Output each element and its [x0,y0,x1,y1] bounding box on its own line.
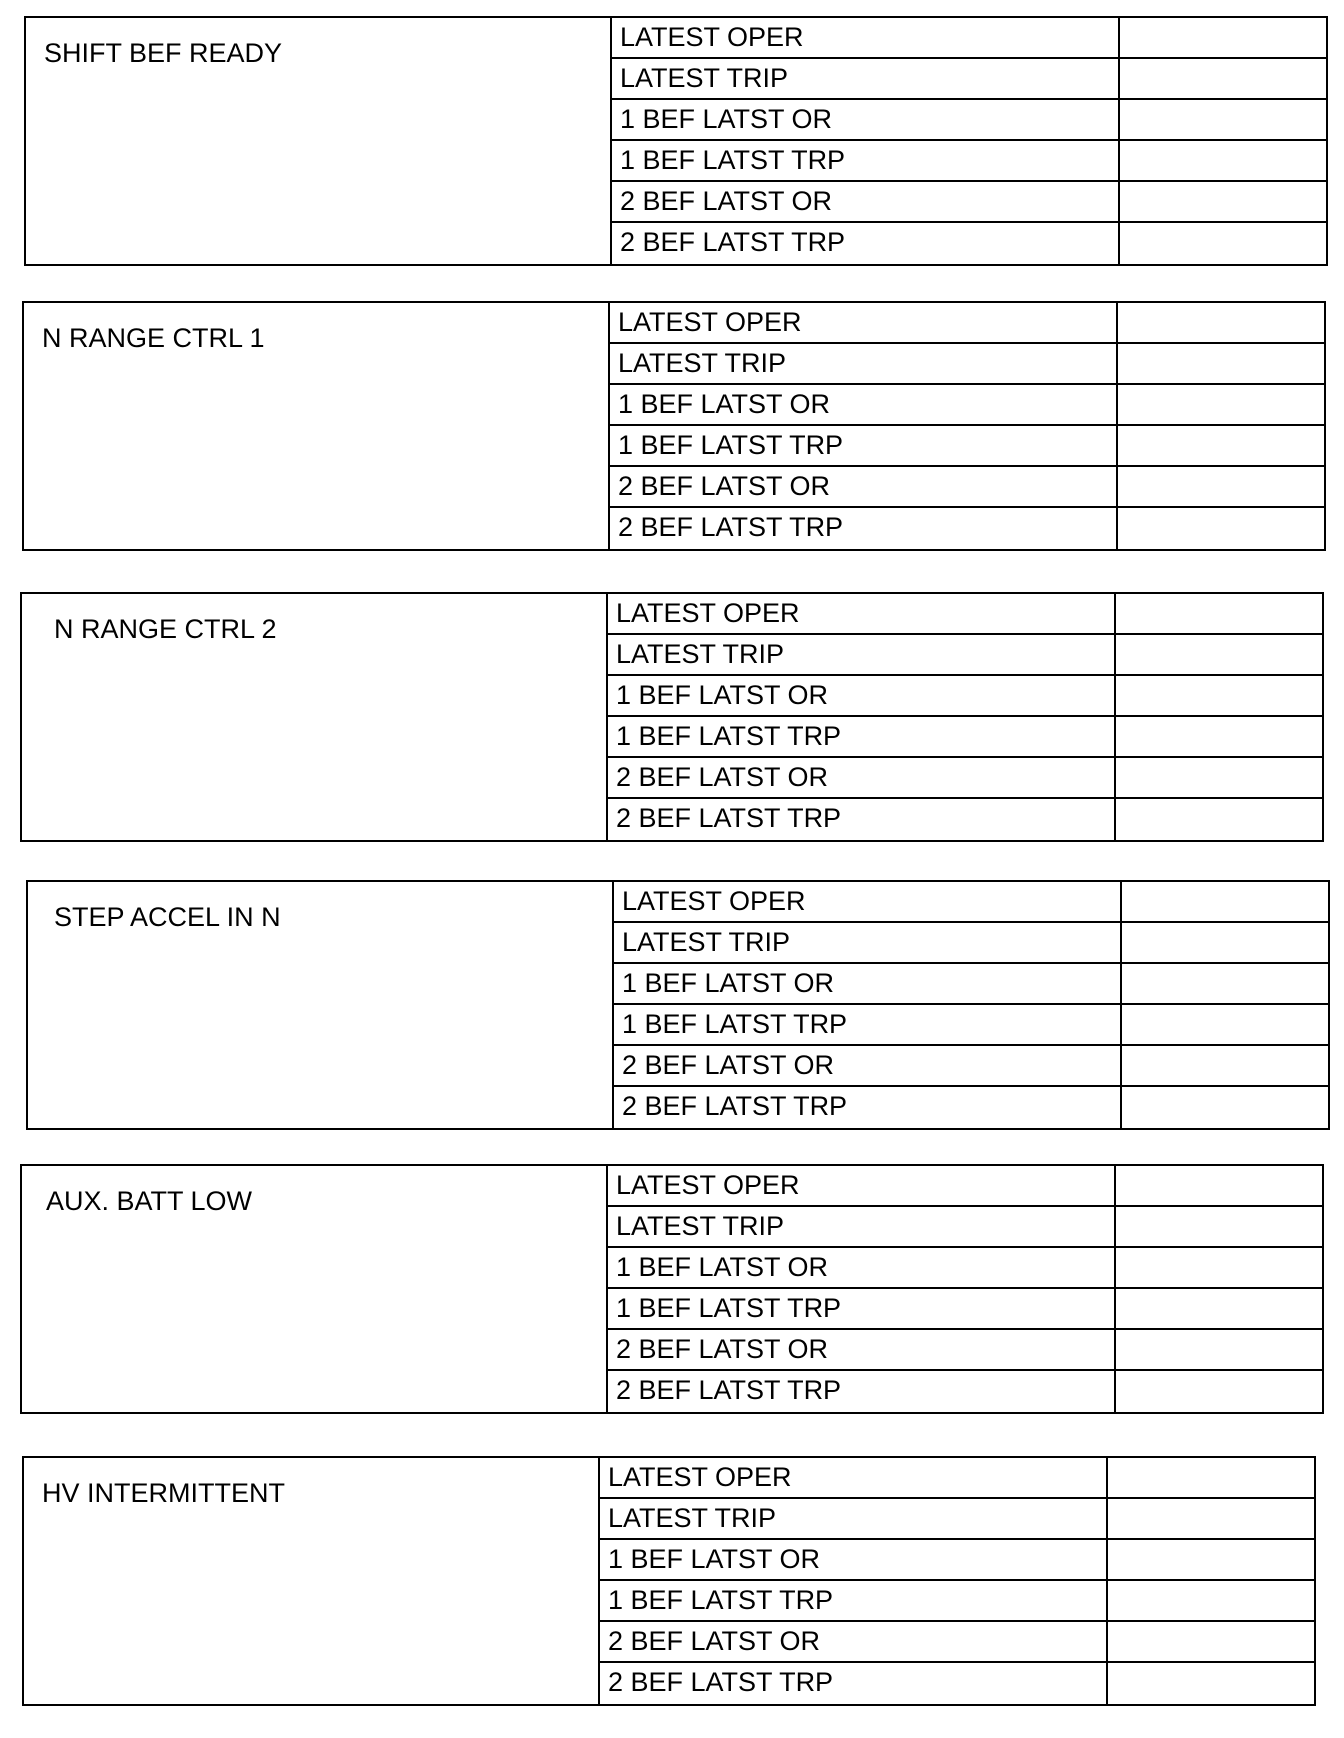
table-row [614,923,1328,964]
row-label: 1 BEF LATST OR [622,968,835,998]
value-cell[interactable] [1118,182,1326,221]
row-table [598,1456,1316,1706]
value-cell[interactable] [1114,1207,1322,1246]
row-label: 2 BEF LATST OR [620,186,833,216]
value-cell[interactable] [1120,1046,1328,1085]
value-cell[interactable] [1116,467,1324,506]
table-row [614,964,1328,1005]
value-cell[interactable] [1114,758,1322,797]
row-label: LATEST OPER [620,22,804,52]
row-label: LATEST OPER [616,598,800,628]
row-label: 1 BEF LATST OR [616,1252,829,1282]
row-label: LATEST TRIP [620,63,789,93]
table-row [600,1456,1314,1499]
value-cell[interactable] [1116,385,1324,424]
row-label: 1 BEF LATST OR [608,1544,821,1574]
value-cell[interactable] [1118,223,1326,264]
table-row [614,880,1328,923]
row-table [612,880,1330,1130]
section-shift-bef-ready [24,16,1328,266]
value-cell[interactable] [1106,1458,1314,1497]
row-label: LATEST TRIP [622,927,791,957]
row-label: 2 BEF LATST OR [608,1626,821,1656]
table-row [608,1207,1322,1248]
value-cell[interactable] [1116,508,1324,549]
table-row [612,141,1326,182]
value-cell[interactable] [1114,676,1322,715]
table-row [608,1164,1322,1207]
table-row [610,467,1324,508]
row-label: 2 BEF LATST OR [616,762,829,792]
row-label: 1 BEF LATST TRP [608,1585,834,1615]
table-row [600,1540,1314,1581]
table-row [608,717,1322,758]
value-cell[interactable] [1114,1166,1322,1205]
table-row [612,16,1326,59]
row-label: 2 BEF LATST TRP [616,803,842,833]
table-row [612,223,1326,264]
row-label: 1 BEF LATST OR [618,389,831,419]
table-row [610,344,1324,385]
row-table [606,1164,1324,1414]
row-label: 2 BEF LATST TRP [616,1375,842,1405]
value-cell[interactable] [1118,59,1326,98]
table-row [614,1087,1328,1128]
value-cell[interactable] [1114,1289,1322,1328]
value-cell[interactable] [1106,1540,1314,1579]
row-label: LATEST TRIP [616,639,785,669]
value-cell[interactable] [1116,303,1324,342]
table-row [614,1005,1328,1046]
row-label: LATEST TRIP [616,1211,785,1241]
row-label: LATEST TRIP [618,348,787,378]
section-step-accel-in-n [26,880,1330,1130]
table-row [600,1663,1314,1704]
row-label: 2 BEF LATST OR [616,1334,829,1364]
table-row [608,1248,1322,1289]
value-cell[interactable] [1114,635,1322,674]
value-cell[interactable] [1114,594,1322,633]
row-label: 1 BEF LATST OR [616,680,829,710]
row-label: 2 BEF LATST OR [622,1050,835,1080]
section-n-range-ctrl-2 [20,592,1324,842]
row-table [610,16,1328,266]
table-row [600,1581,1314,1622]
value-cell[interactable] [1120,1005,1328,1044]
value-cell[interactable] [1118,100,1326,139]
table-row [612,100,1326,141]
row-label: LATEST TRIP [608,1503,777,1533]
value-cell[interactable] [1114,799,1322,840]
value-cell[interactable] [1120,1087,1328,1128]
value-cell[interactable] [1106,1581,1314,1620]
section-aux-batt-low [20,1164,1324,1414]
value-cell[interactable] [1114,717,1322,756]
row-label: 1 BEF LATST TRP [616,1293,842,1323]
value-cell[interactable] [1118,141,1326,180]
table-row [608,676,1322,717]
section-hv-intermittent [22,1456,1316,1706]
row-table [608,301,1326,551]
section-title: SHIFT BEF READY [44,38,283,68]
table-row [608,799,1322,840]
value-cell[interactable] [1118,18,1326,57]
value-cell[interactable] [1116,426,1324,465]
row-label: 1 BEF LATST TRP [620,145,846,175]
table-row [614,1046,1328,1087]
row-label: LATEST OPER [608,1462,792,1492]
table-row [612,59,1326,100]
row-label: 1 BEF LATST TRP [616,721,842,751]
value-cell[interactable] [1120,882,1328,921]
row-label: 2 BEF LATST TRP [622,1091,848,1121]
row-label: 2 BEF LATST TRP [608,1667,834,1697]
table-row [610,301,1324,344]
table-row [608,592,1322,635]
value-cell[interactable] [1114,1248,1322,1287]
table-row [610,508,1324,549]
value-cell[interactable] [1106,1663,1314,1704]
value-cell[interactable] [1116,344,1324,383]
row-label: LATEST OPER [622,886,806,916]
row-table [606,592,1324,842]
row-label: 1 BEF LATST TRP [622,1009,848,1039]
table-row [600,1622,1314,1663]
table-row [608,758,1322,799]
row-label: LATEST OPER [618,307,802,337]
table-row [608,1371,1322,1412]
section-title: STEP ACCEL IN N [54,902,281,932]
section-n-range-ctrl-1 [22,301,1326,551]
section-title: N RANGE CTRL 1 [42,323,265,353]
row-label: 2 BEF LATST OR [618,471,831,501]
row-label: 2 BEF LATST TRP [620,227,846,257]
row-label: 1 BEF LATST TRP [618,430,844,460]
table-row [608,1330,1322,1371]
section-title: AUX. BATT LOW [46,1186,253,1216]
value-cell[interactable] [1120,923,1328,962]
section-title: HV INTERMITTENT [42,1478,285,1508]
table-row [610,426,1324,467]
row-label: LATEST OPER [616,1170,800,1200]
row-label: 1 BEF LATST OR [620,104,833,134]
value-cell[interactable] [1114,1330,1322,1369]
table-row [610,385,1324,426]
value-cell[interactable] [1120,964,1328,1003]
table-row [608,635,1322,676]
row-label: 2 BEF LATST TRP [618,512,844,542]
value-cell[interactable] [1114,1371,1322,1412]
section-title: N RANGE CTRL 2 [54,614,277,644]
table-row [608,1289,1322,1330]
table-row [600,1499,1314,1540]
value-cell[interactable] [1106,1622,1314,1661]
table-row [612,182,1326,223]
value-cell[interactable] [1106,1499,1314,1538]
